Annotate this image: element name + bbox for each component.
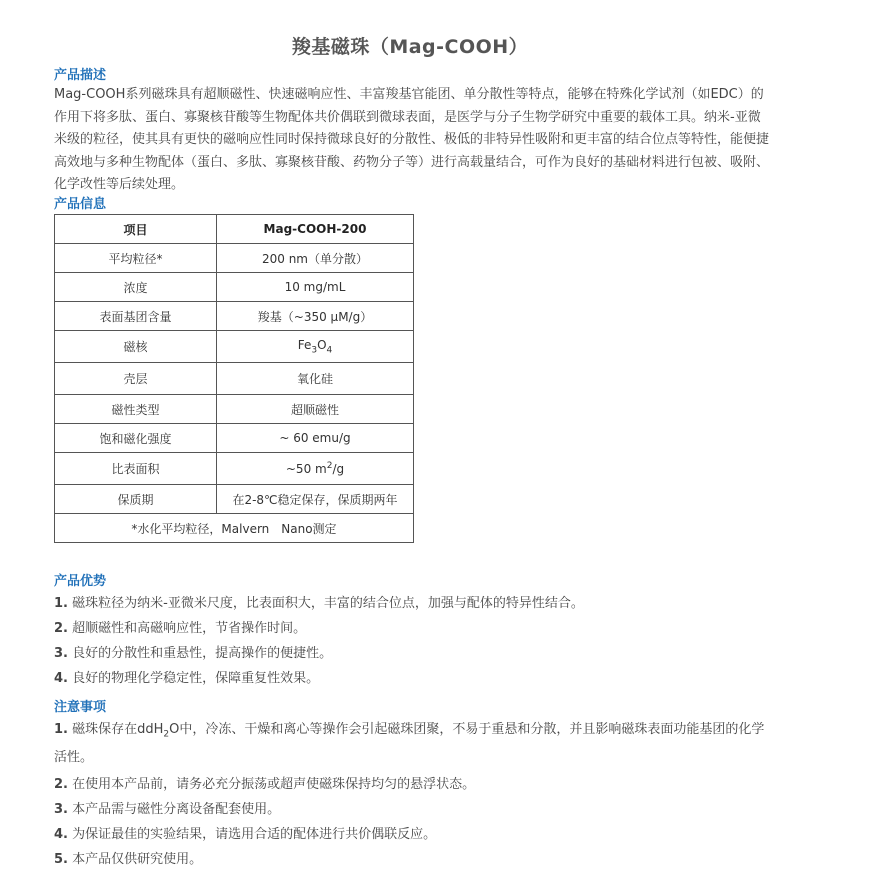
- item-number: 1.: [54, 722, 68, 737]
- description-heading: 产品描述: [54, 68, 107, 83]
- table-cell-label: 磁性类型: [55, 395, 217, 424]
- table-row: [55, 395, 414, 424]
- table-header-row: [55, 215, 414, 244]
- table-cell-label: 平均粒径*: [55, 244, 217, 273]
- table-cell-value: 超顺磁性: [217, 395, 414, 424]
- table-cell-label: 磁核: [55, 331, 217, 363]
- formula-sub-4: 4: [326, 345, 333, 356]
- item-text: 本产品仅供研究使用。: [72, 852, 203, 867]
- item-text: 为保证最佳的实验结果，请选用合适的配体进行共价偶联反应。: [72, 827, 437, 842]
- table-footnote: *水化平均粒径，Malvern Nano测定: [55, 514, 414, 543]
- item-number: 2.: [54, 777, 68, 792]
- table-cell-value: 10 mg/mL: [217, 273, 414, 302]
- item-number: 4.: [54, 827, 68, 842]
- advantages-heading: 产品优势: [54, 574, 107, 589]
- table-cell-value: 在2-8℃稳定保存，保质期两年: [217, 485, 414, 514]
- description-paragraph: [54, 84, 774, 197]
- table-cell-value: [217, 331, 414, 363]
- list-item: [54, 641, 794, 666]
- table-cell-value: 氧化硅: [217, 363, 414, 395]
- item-text: 本产品需与磁性分离设备配套使用。: [72, 802, 281, 817]
- description-line: 高效地与多种生物配体（蛋白、多肽、寡聚核苷酸、药物分子等）进行高载量结合，可作为良好的基础材料进行包被、吸附、: [54, 154, 770, 170]
- table-cell-label: 浓度: [55, 273, 217, 302]
- area-value: ~50 m: [285, 462, 327, 476]
- item-number: 3.: [54, 646, 68, 661]
- item-text: 超顺磁性和高磁响应性，节省操作时间。: [72, 621, 307, 636]
- list-item: [54, 591, 794, 616]
- area-unit: /g: [332, 462, 345, 476]
- info-heading: 产品信息: [54, 197, 107, 212]
- notes-list: [54, 716, 794, 872]
- item-text: 磁珠粒径为纳米-亚微米尺度，比表面积大，丰富的结合位点，加强与配体的特异性结合。: [72, 596, 584, 611]
- description-line: 化学改性等后续处理。: [54, 177, 185, 192]
- table-row: [55, 453, 414, 485]
- formula-o: O: [317, 337, 327, 352]
- table-row: [55, 424, 414, 453]
- formula-sub-3: 3: [311, 345, 318, 356]
- item-sub: 2: [163, 729, 170, 740]
- page-title: 羧基磁珠（Mag-COOH）: [291, 36, 529, 58]
- item-number: 5.: [54, 852, 68, 867]
- list-item: [54, 797, 794, 822]
- item-text: 磁珠保存在ddH: [72, 722, 164, 737]
- list-item: [54, 847, 794, 872]
- table-cell-value: 羧基（~350 μM/g）: [217, 302, 414, 331]
- list-item: [54, 716, 794, 744]
- table-footnote-row: [55, 514, 414, 543]
- table-cell-value: [217, 453, 414, 485]
- item-text: 良好的分散性和重悬性，提高操作的便捷性。: [72, 646, 333, 661]
- list-item: [54, 772, 794, 797]
- product-info-table: [54, 214, 414, 543]
- item-text: 在使用本产品前，请务必充分振荡或超声使磁珠保持均匀的悬浮状态。: [72, 777, 476, 792]
- table-cell-value: 200 nm（单分散）: [217, 244, 414, 273]
- table-cell-label: 表面基团含量: [55, 302, 217, 331]
- list-item-continuation: 活性。: [54, 750, 94, 765]
- table-header-cell: Mag-COOH-200: [217, 215, 414, 244]
- table-cell-label: 比表面积: [55, 453, 217, 485]
- item-text: 良好的物理化学稳定性，保障重复性效果。: [72, 671, 320, 686]
- description-line: 作用下将多肽、蛋白、寡聚核苷酸等生物配体共价偶联到微球表面，是医学与分子生物学研究中重要的载体工具。纳米-亚微: [54, 109, 761, 125]
- table-cell-value: ~ 60 emu/g: [217, 424, 414, 453]
- table-row: [55, 331, 414, 363]
- list-item: [54, 616, 794, 641]
- table-row: [55, 302, 414, 331]
- table-cell-label: 壳层: [55, 363, 217, 395]
- list-item: [54, 822, 794, 847]
- table-row: [55, 244, 414, 273]
- table-cell-label: 保质期: [55, 485, 217, 514]
- item-text: O中，冷冻、干燥和离心等操作会引起磁珠团聚，不易于重悬和分散，并且影响磁珠表面功能基团的化学: [169, 722, 765, 737]
- notes-heading: 注意事项: [54, 700, 107, 715]
- item-number: 3.: [54, 802, 68, 817]
- description-line: Mag-COOH系列磁珠具有超顺磁性、快速磁响应性、丰富羧基官能团、单分散性等特点，能够在特殊化学试剂（如EDC）的: [54, 87, 764, 102]
- advantages-list: [54, 591, 794, 691]
- table-row: [55, 273, 414, 302]
- formula-fe: Fe: [297, 337, 312, 352]
- item-number: 2.: [54, 621, 68, 636]
- list-item: [54, 666, 794, 691]
- description-line: 米级的粒径，使其具有更快的磁响应性同时保持微球良好的分散性、极低的非特异性吸附和更丰富的结合位点等特性，能便捷: [54, 132, 770, 147]
- item-number: 4.: [54, 671, 68, 686]
- table-row: [55, 363, 414, 395]
- area-sup: 2: [326, 461, 333, 471]
- table-row: [55, 485, 414, 514]
- table-cell-label: 饱和磁化强度: [55, 424, 217, 453]
- table-header-cell: 项目: [55, 215, 217, 244]
- item-number: 1.: [54, 596, 68, 611]
